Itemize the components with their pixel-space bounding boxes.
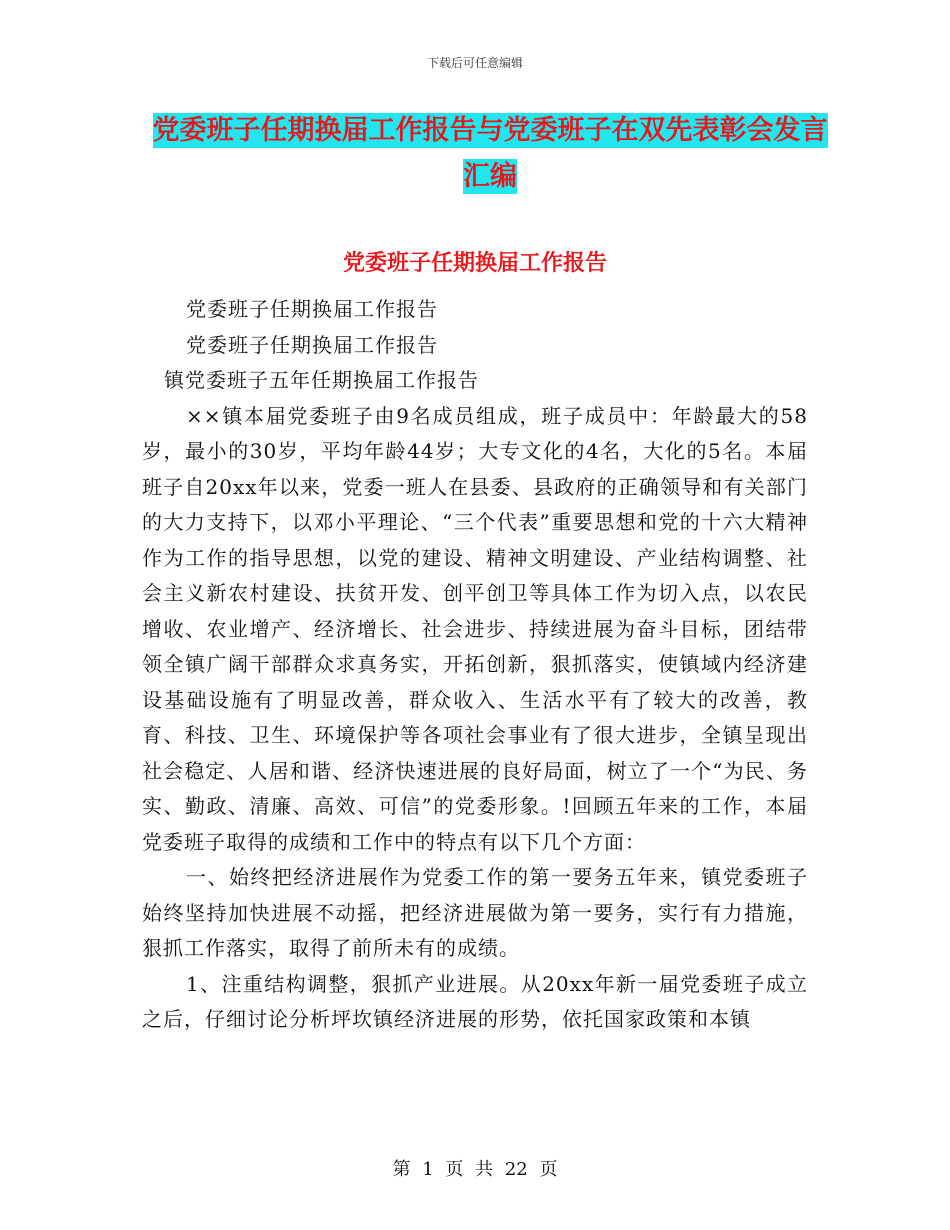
paragraph: 镇党委班子五年任期换届工作报告 <box>164 368 479 392</box>
paragraph: 一、始终把经济进展作为党委工作的第一要务五年来，镇党委班子始终坚持加快进展不动摇，把经济进展做为第一要务，实行有力措施，狠抓工作落实，取得了前所未有的成绩。 <box>142 865 808 960</box>
paragraph: 党委班子任期换届工作报告 <box>186 332 438 357</box>
paragraph: 1、注重结构调整，狠抓产业进展。从20xx年新一届党委班子成立之后，仔细讨论分析坪坎镇经济进展的形势，依托国家政策和本镇 <box>142 971 808 1031</box>
section-title: 党委班子任期换届工作报告 <box>342 251 607 276</box>
paragraph: ××镇本届党委班子由9名成员组成，班子成员中：年龄最大的58岁，最小的30岁，平均年龄44岁；大专文化的4名，大化的5名。本届班子自20xx年以来，党委一班人在县委、县政府的正确领导和有关部门的大力支持下，以邓小平理论、“三个代表”重要思想和党的十六大精神作为工作的指导思想，以党的建设、精神文明建设、产业结构调整、社会主义新农村建设、扶贫开发、创平创卫等具体工作为切入点，以农民增收、农业增产、经济增长、社会进步、持续进展为奋斗目标，团结带领全镇广阔干部群众求真务实，开拓创新，狠抓落实，使镇域内经济建设基础设施有了明显改善，群众收入、生活水平有了较大的改善，教育、科技、卫生、环境保护等各项社会事业有了很大进步，全镇呈现出社会稳定、人居和谐、经济快速进展的良好局面，树立了一个“为民、务实、勤政、清廉、高效、可信”的党委形象。!回顾五年来的工作，本届党委班子取得的成绩和工作中的特点有以下几个方面： <box>142 403 808 854</box>
body-text <box>142 292 808 1038</box>
header-note: 下载后可任意编辑 <box>426 56 523 70</box>
document-title-text: 党委班子任期换届工作报告与党委班子在双先表彰会发言汇编 <box>152 115 828 192</box>
paragraph: 党委班子任期换届工作报告 <box>186 297 438 321</box>
document-title <box>140 108 840 200</box>
page-footer: 第 1 页 共 22 页 <box>392 1159 558 1180</box>
